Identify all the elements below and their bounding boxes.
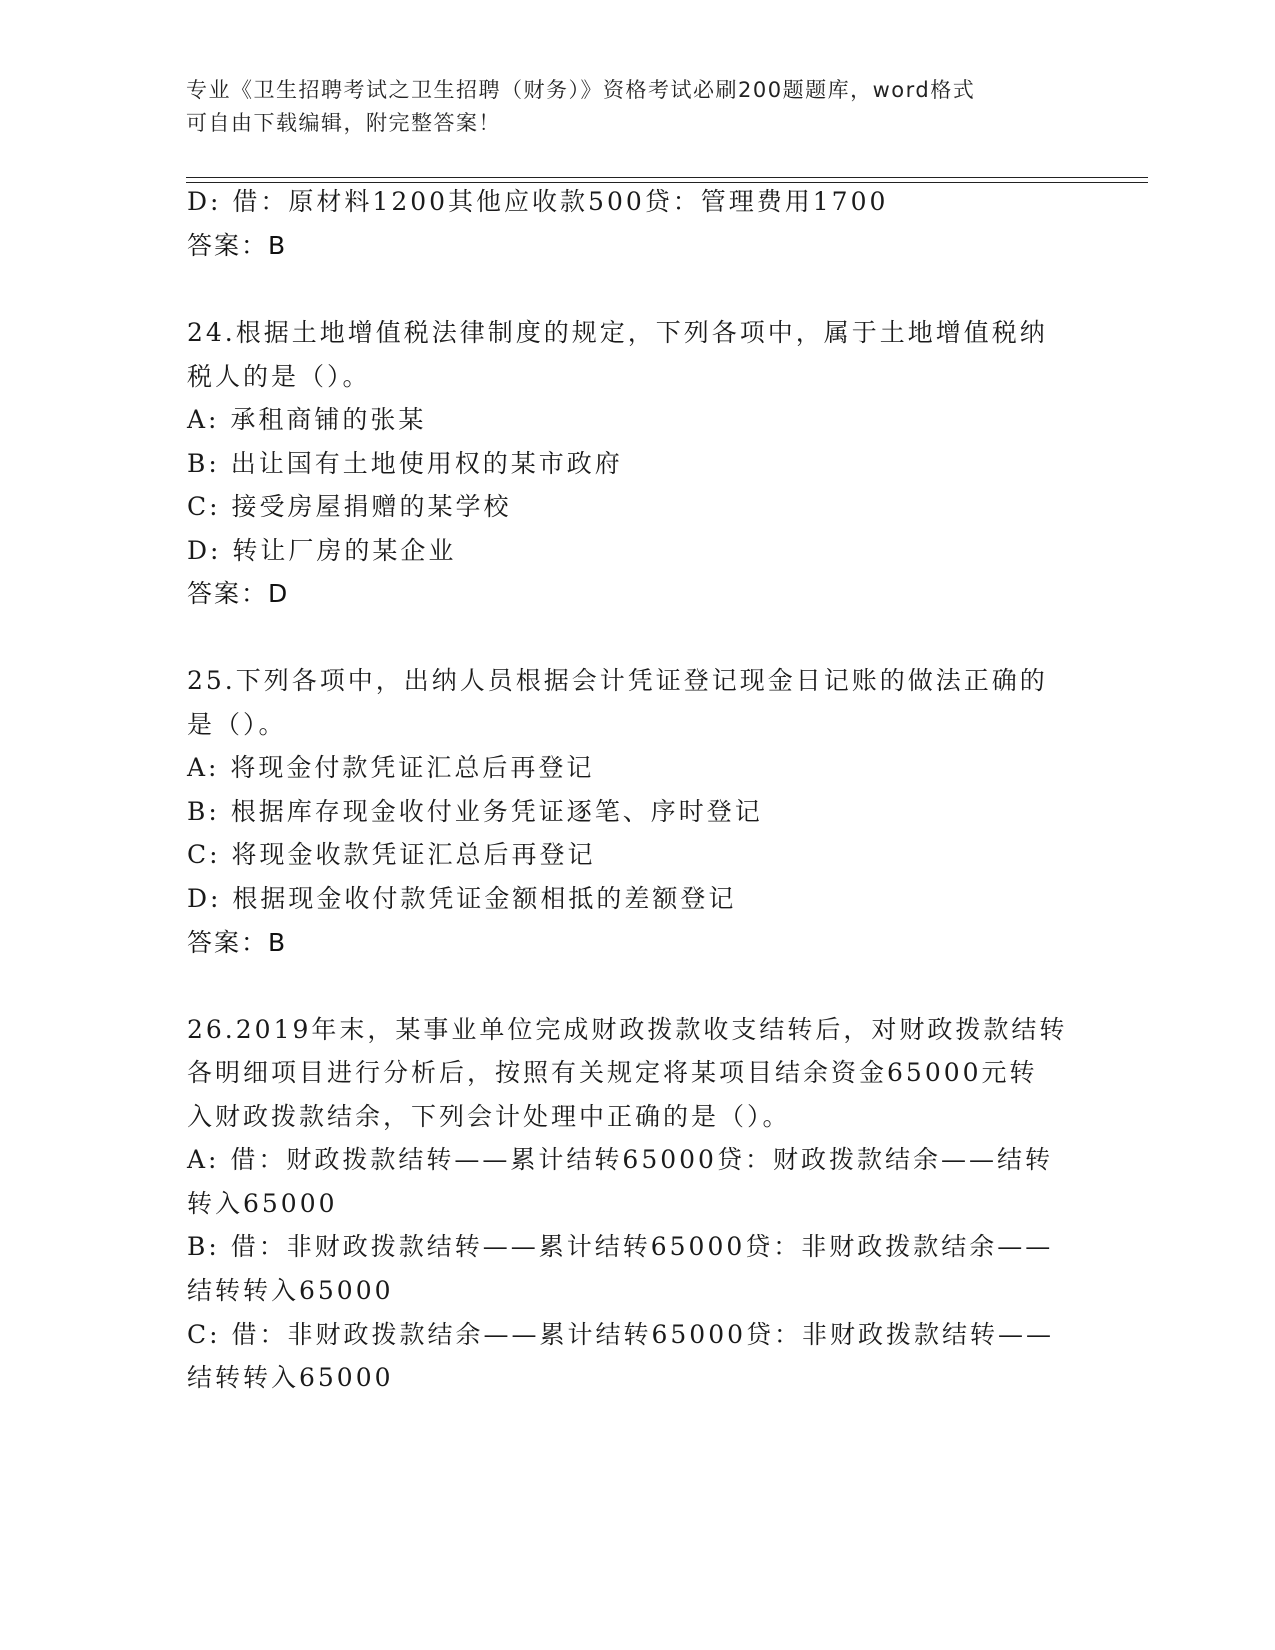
q26-option-b-line2: 结转转入65000 — [187, 1276, 394, 1305]
q24-option-b: B: 出让国有土地使用权的某市政府 — [187, 449, 623, 478]
q26-option-a-line2: 转入65000 — [187, 1189, 338, 1218]
q25-option-a: A: 将现金付款凭证汇总后再登记 — [187, 753, 595, 782]
q24-option-d: D: 转让厂房的某企业 — [187, 536, 457, 565]
q24-option-a: A: 承租商铺的张某 — [187, 405, 427, 434]
header-title-line1: 专业《卫生招聘考试之卫生招聘（财务）》资格考试必刷200题题库，word格式 — [186, 78, 976, 102]
q26-option-a-line1: A: 借：财政拨款结转——累计结转65000贷：财政拨款结余——结转 — [187, 1145, 1053, 1174]
header-divider-top — [186, 177, 1148, 178]
q25-stem-line2: 是（）。 — [187, 710, 287, 739]
page-header — [186, 74, 1086, 140]
q26-stem-line2: 各明细项目进行分析后，按照有关规定将某项目结余资金65000元转 — [187, 1058, 1038, 1087]
header-title-line2: 可自由下载编辑，附完整答案！ — [186, 111, 501, 135]
q26-option-c-line2: 结转转入65000 — [187, 1363, 394, 1392]
prev-option-d: D: 借：原材料1200其他应收款500贷：管理费用1700 — [187, 187, 889, 216]
q25-option-c: C: 将现金收款凭证汇总后再登记 — [187, 840, 596, 869]
q25-option-d: D: 根据现金收付款凭证金额相抵的差额登记 — [187, 884, 737, 913]
q26-stem-line3: 入财政拨款结余，下列会计处理中正确的是（）。 — [187, 1102, 791, 1131]
header-divider-bottom — [186, 182, 1148, 183]
q26-stem-line1: 26.2019年末，某事业单位完成财政拨款收支结转后，对财政拨款结转 — [187, 1015, 1068, 1044]
q24-answer: 答案：D — [187, 579, 290, 608]
q26-option-b-line1: B: 借：非财政拨款结转——累计结转65000贷：非财政拨款结余—— — [187, 1232, 1054, 1261]
q25-option-b: B: 根据库存现金收付业务凭证逐笔、序时登记 — [187, 797, 763, 826]
q24-stem-line1: 24.根据土地增值税法律制度的规定，下列各项中，属于土地增值税纳 — [187, 318, 1048, 347]
q24-option-c: C: 接受房屋捐赠的某学校 — [187, 492, 512, 521]
q24-stem-line2: 税人的是（）。 — [187, 362, 371, 391]
q25-answer: 答案：B — [187, 928, 288, 957]
q26-option-c-line1: C: 借：非财政拨款结余——累计结转65000贷：非财政拨款结转—— — [187, 1320, 1055, 1349]
prev-answer: 答案：B — [187, 231, 288, 260]
q25-stem-line1: 25.下列各项中，出纳人员根据会计凭证登记现金日记账的做法正确的 — [187, 666, 1048, 695]
